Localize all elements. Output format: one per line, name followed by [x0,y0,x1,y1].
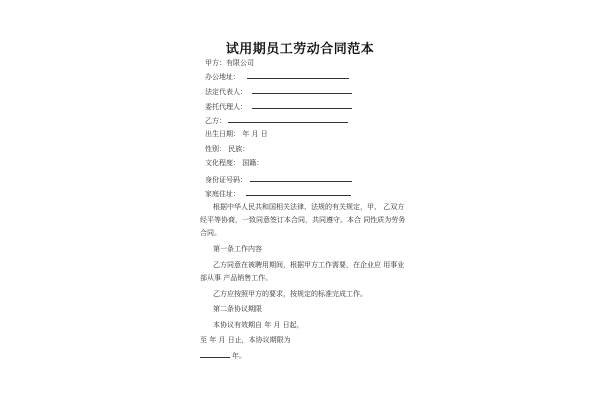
id-number-row [205,174,352,185]
id-number-blank [250,174,352,182]
office-address-row [205,71,349,82]
preamble-line-3: 合同。 [200,229,221,237]
home-address-blank [246,188,351,196]
home-address-row [205,188,351,199]
education-nationality-line: 文化程度： 国籍： [205,159,264,167]
agent-blank [252,101,352,109]
section-1-heading: 第一条工作内容 [213,245,262,253]
home-address-label: 家庭住址： [205,190,240,198]
office-address-label: 办公地址： [205,73,240,81]
preamble-line-1: 根据中华人民共和国相关法律、法规的有关规定，甲、 乙双方 [213,203,405,211]
legal-rep-label: 法定代表人： [205,88,247,96]
section-2-heading: 第二条协议期限 [213,305,262,313]
agent-label: 委托代理人： [205,103,247,111]
office-address-blank [247,71,349,79]
section-2-line-1: 本协议有效期自 年 月 日起， [213,321,304,329]
term-years-blank [200,350,230,358]
section-2-line-3 [200,350,246,361]
birth-date-line: 出生日期： 年 月 日 [205,130,268,138]
party-a-line: 甲方：有限公司 [205,59,254,67]
section-1-para-2: 部从事 产品销售工作。 [200,274,273,282]
party-b-row [205,115,348,126]
legal-rep-blank [252,86,352,94]
gender-ethnicity-line: 性别： 民族： [205,145,250,153]
section-2-line-3-text: 年。 [232,352,246,360]
legal-rep-row [205,86,352,97]
id-number-label: 身份证号码： [205,176,247,184]
section-2-line-2: 至 年 月 日止，本协议期限为 [200,336,291,344]
party-b-blank [228,115,348,123]
preamble-line-2: 经平等协商，一致同意签订本合同，共同遵守。本合 同性质为劳务 [200,216,406,224]
party-b-label: 乙方： [205,117,226,125]
document-title: 试用期员工劳动合同范本 [225,42,375,57]
section-1-para-3: 乙方应按照甲方的要求，按规定的标准完成工作。 [213,290,367,298]
agent-row [205,101,352,112]
section-1-para-1: 乙方同意在被聘用期间，根据甲方工作需要，在企业应 用事业 [213,261,405,269]
